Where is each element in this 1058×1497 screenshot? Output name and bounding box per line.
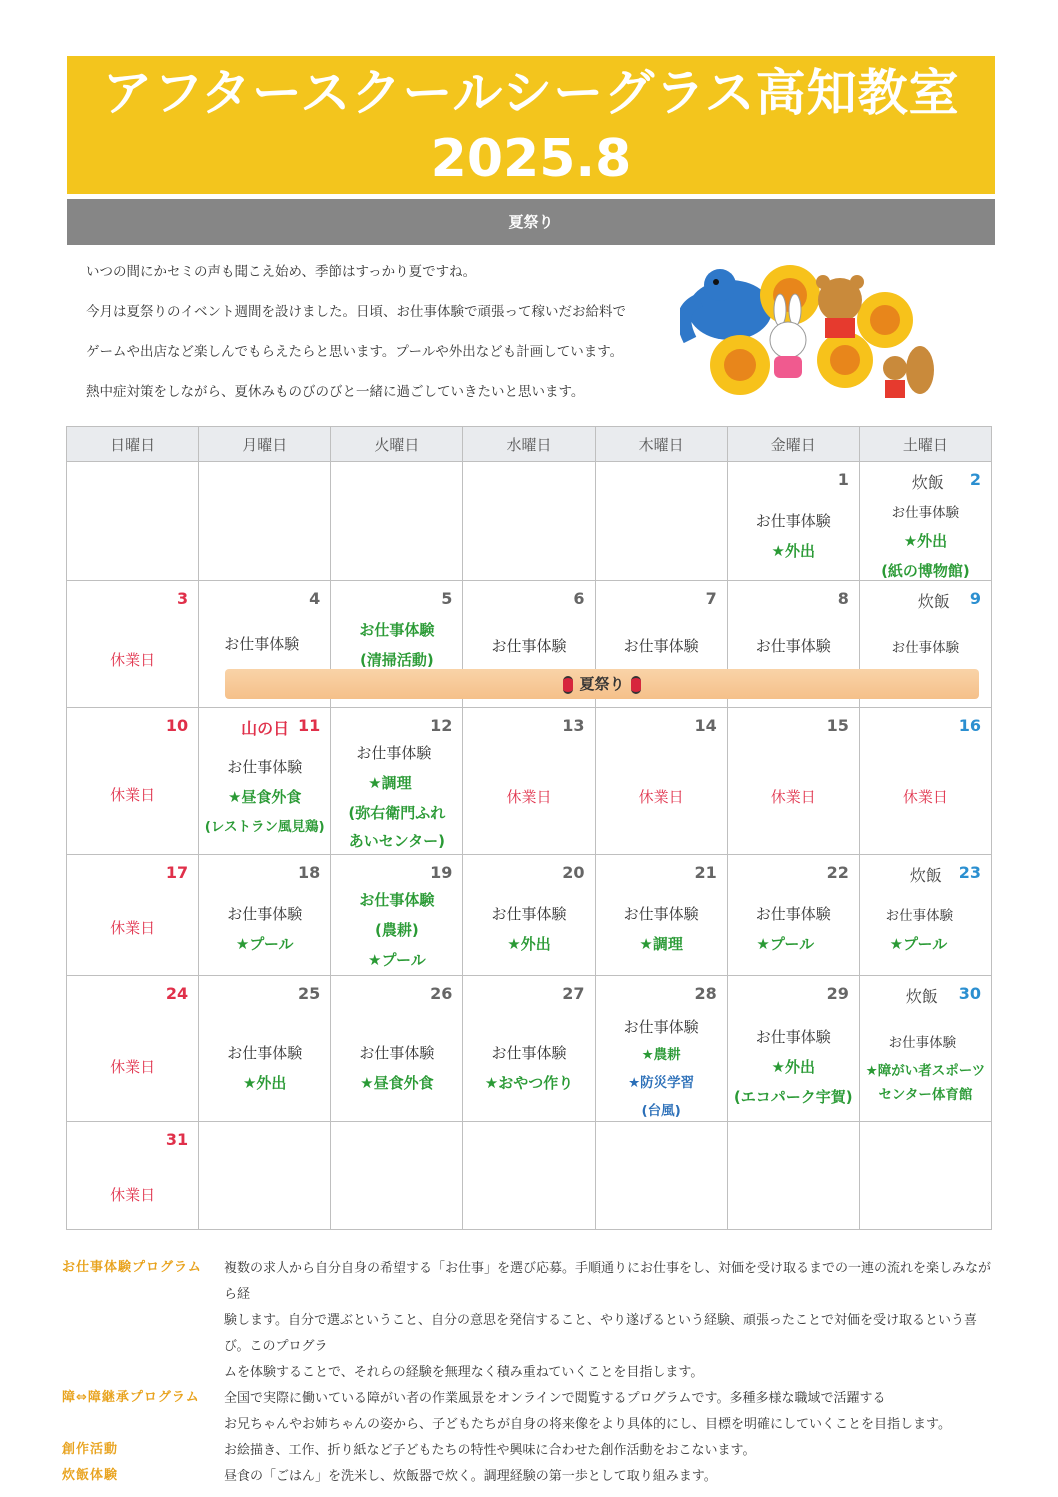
day-cell <box>199 976 331 1122</box>
day-number: 23 <box>958 863 981 882</box>
bear-icon <box>816 275 864 338</box>
page-title: アフタースクールシーグラス高知教室 <box>102 64 960 122</box>
closed-text: 休業日 <box>110 919 156 937</box>
event-text: ★プール <box>368 951 426 969</box>
day-number: 9 <box>969 589 981 608</box>
event-text: お仕事体験 <box>755 637 831 655</box>
day-number: 25 <box>298 984 321 1003</box>
day-number: 30 <box>958 984 981 1003</box>
event-text: お仕事体験 <box>623 637 699 655</box>
day-number: 24 <box>165 984 189 1003</box>
event-text: ★外出 <box>903 532 948 550</box>
day-cell <box>199 708 331 855</box>
day-cell <box>595 708 727 855</box>
event-text: お仕事体験 <box>359 891 435 909</box>
closed-text: 休業日 <box>110 1058 156 1076</box>
event-text: ★防災学習 <box>628 1075 695 1091</box>
day-cell <box>463 976 595 1122</box>
day-number: 27 <box>562 984 585 1003</box>
holiday-label: 山の日 <box>241 719 290 738</box>
weekday-mon: 月曜日 <box>199 427 331 462</box>
day-number: 8 <box>837 589 849 608</box>
day-number: 17 <box>165 863 189 882</box>
day-cell-empty <box>595 462 727 581</box>
day-number: 6 <box>573 589 585 608</box>
legend-label: 障⇔障継承プログラム <box>62 1390 200 1405</box>
intro-line: ゲームや出店など楽しんでもらえたらと思います。プールや外出なども計画しています。 <box>86 344 624 360</box>
day-number: 19 <box>430 863 453 882</box>
legend-item <box>62 1256 992 1386</box>
event-text: お仕事体験 <box>885 908 954 924</box>
event-text: お仕事体験 <box>623 905 699 923</box>
legend-text: ムを体験することで、それらの経験を無理なく積み重ねていくことを目指します。 <box>224 1365 704 1380</box>
event-text: (農耕) <box>374 921 419 939</box>
day-number: 5 <box>441 589 453 608</box>
elephant-icon <box>684 269 772 340</box>
day-cell <box>199 855 331 976</box>
title-banner <box>67 56 995 194</box>
day-number: 22 <box>826 863 849 882</box>
event-text: ★外出 <box>242 1074 287 1092</box>
lantern-icon <box>631 676 641 694</box>
event-text: お仕事体験 <box>359 1044 435 1062</box>
weekday-sat: 土曜日 <box>859 427 991 462</box>
legend-label: お仕事体験プログラム <box>62 1260 202 1275</box>
weekday-tue: 火曜日 <box>331 427 463 462</box>
closed-text: 休業日 <box>902 788 948 806</box>
event-text: お仕事体験 <box>755 512 831 530</box>
event-text: お仕事体験 <box>755 905 831 923</box>
day-cell <box>727 976 859 1122</box>
day-cell <box>463 708 595 855</box>
day-number: 4 <box>309 589 321 608</box>
day-cell <box>595 976 727 1122</box>
event-text: ★農耕 <box>641 1047 681 1063</box>
day-cell <box>67 1122 199 1230</box>
intro-line: いつの間にかセミの声も聞こえ始め、季節はすっかり夏ですね。 <box>86 264 477 280</box>
event-text: お仕事体験 <box>227 1044 303 1062</box>
closed-text: 休業日 <box>638 788 684 806</box>
event-text: ★調理 <box>639 935 683 953</box>
event-text: お仕事体験 <box>356 744 432 762</box>
day-cell-empty <box>199 1122 331 1230</box>
day-number: 20 <box>562 863 585 882</box>
rice-label: 炊飯 <box>905 987 938 1006</box>
day-number: 31 <box>165 1130 189 1149</box>
event-text: ★おやつ作り <box>484 1074 574 1092</box>
event-text: (エコパーク宇賀) <box>733 1088 853 1106</box>
day-cell-empty <box>859 1122 991 1230</box>
day-number: 7 <box>705 589 717 608</box>
day-cell <box>727 708 859 855</box>
day-cell-empty <box>463 1122 595 1230</box>
weekday-sun: 日曜日 <box>67 427 199 462</box>
event-text: (台風) <box>641 1103 681 1119</box>
legend-text: お兄ちゃんやお姉ちゃんの姿から、子どもたちが自身の将来像をより具体的にし、目標を明確にしていくことを目指します。 <box>224 1417 951 1432</box>
day-cell-empty <box>331 462 463 581</box>
event-text: あいセンター) <box>348 832 445 850</box>
event-text: ★昼食外食 <box>227 788 302 806</box>
day-cell <box>67 708 199 855</box>
day-number: 10 <box>165 716 189 735</box>
rice-label: 炊飯 <box>917 592 950 611</box>
event-text: ★外出 <box>771 542 815 560</box>
theme-banner: 夏祭り <box>67 199 995 245</box>
event-text: お仕事体験 <box>491 1044 567 1062</box>
day-cell-empty <box>67 462 199 581</box>
event-text: ★プール <box>756 935 815 953</box>
day-cell <box>727 462 859 581</box>
day-cell <box>331 976 463 1122</box>
day-cell <box>67 976 199 1122</box>
day-cell <box>727 855 859 976</box>
event-text: センター体育館 <box>878 1087 973 1103</box>
day-number: 3 <box>177 589 189 608</box>
day-number: 16 <box>958 716 981 735</box>
rice-label: 炊飯 <box>909 866 942 885</box>
day-cell-empty <box>727 1122 859 1230</box>
squirrel-icon <box>883 346 934 398</box>
legend-text: 験します。自分で選ぶということ、自分の意思を発信すること、やり遂げるという経験、頑張ったことで対価を受け取るという喜び。このプログラ <box>224 1313 977 1354</box>
closed-text: 休業日 <box>110 786 156 804</box>
legend-text: お絵描き、工作、折り紙など子どもたちの特性や興味に合わせた創作活動をおこないます。 <box>224 1443 756 1458</box>
day-cell <box>463 855 595 976</box>
calendar <box>66 426 992 1230</box>
day-cell-empty <box>199 462 331 581</box>
rice-label: 炊飯 <box>911 473 944 492</box>
day-number: 11 <box>298 716 321 735</box>
festival-label: 夏祭り <box>579 675 625 693</box>
day-cell <box>67 855 199 976</box>
legend-label: 炊飯体験 <box>62 1468 119 1483</box>
event-text: (紙の博物館) <box>881 562 970 580</box>
day-cell-empty <box>331 1122 463 1230</box>
event-text: ★プール <box>235 935 294 953</box>
event-text: ★外出 <box>507 935 551 953</box>
day-number: 1 <box>837 470 849 489</box>
closed-text: 休業日 <box>110 651 156 669</box>
event-text: ★調理 <box>368 774 412 792</box>
day-number: 18 <box>298 863 321 882</box>
event-text: ★プール <box>889 935 948 953</box>
day-number: 21 <box>694 863 717 882</box>
event-text: (清掃活動) <box>359 651 434 669</box>
event-text: お仕事体験 <box>755 1028 831 1046</box>
day-number: 26 <box>430 984 453 1003</box>
legend-item <box>62 1386 992 1438</box>
legend-text: 全国で実際に働いている障がい者の作業風景をオンラインで閲覧するプログラムです。多種多様な職域で活躍する <box>224 1391 886 1406</box>
summer-illustration <box>680 250 940 415</box>
event-text: お仕事体験 <box>224 635 300 653</box>
day-cell <box>859 976 991 1122</box>
legend-text: 複数の求人から自分自身の希望する「お仕事」を選び応募。手順通りにお仕事をし、対価を受け取るまでの一連の流れを楽しみながら経 <box>224 1261 992 1302</box>
event-text: (レストラン風見鶏) <box>204 819 325 835</box>
event-text: (弥右衛門ふれ <box>348 804 446 822</box>
event-text: お仕事体験 <box>888 1035 957 1051</box>
weekday-fri: 金曜日 <box>727 427 859 462</box>
day-number: 13 <box>562 716 585 735</box>
day-number: 2 <box>969 470 981 489</box>
closed-text: 休業日 <box>770 788 816 806</box>
event-text: ★障がい者スポーツ <box>865 1063 986 1079</box>
day-cell <box>67 581 199 708</box>
closed-text: 休業日 <box>110 1186 156 1204</box>
event-text: お仕事体験 <box>891 505 960 521</box>
day-number: 29 <box>826 984 849 1003</box>
day-number: 15 <box>826 716 849 735</box>
day-cell <box>859 462 991 581</box>
legend-text: 昼食の「ごはん」を洗米し、炊飯器で炊く。調理経験の第一歩として取り組みます。 <box>224 1469 717 1484</box>
event-text: ★外出 <box>771 1058 815 1076</box>
event-text: お仕事体験 <box>359 621 435 639</box>
weekday-wed: 水曜日 <box>463 427 595 462</box>
day-cell <box>859 708 991 855</box>
day-number: 12 <box>430 716 453 735</box>
legend-item <box>62 1438 992 1464</box>
intro-line: 今月は夏祭りのイベント週間を設けました。日頃、お仕事体験で頑張って稼いだお給料で <box>86 304 626 320</box>
day-cell-empty <box>595 1122 727 1230</box>
event-text: お仕事体験 <box>623 1018 699 1036</box>
day-cell-empty <box>463 462 595 581</box>
lantern-icon <box>563 676 573 694</box>
event-text: お仕事体験 <box>891 640 960 656</box>
legend-label: 創作活動 <box>62 1442 119 1457</box>
day-cell <box>331 855 463 976</box>
page-month: 2025.8 <box>430 129 632 189</box>
day-cell <box>859 855 991 976</box>
legend-item <box>62 1464 992 1490</box>
intro-line: 熱中症対策をしながら、夏休みものびのびと一緒に過ごしていきたいと思います。 <box>86 384 585 400</box>
event-text: お仕事体験 <box>491 637 567 655</box>
program-legend <box>62 1256 992 1490</box>
day-cell <box>331 708 463 855</box>
day-number: 28 <box>694 984 717 1003</box>
intro-text <box>86 260 686 420</box>
day-cell <box>595 855 727 976</box>
event-text: お仕事体験 <box>227 758 303 776</box>
event-text: お仕事体験 <box>491 905 567 923</box>
event-text: お仕事体験 <box>227 905 303 923</box>
weekday-thu: 木曜日 <box>595 427 727 462</box>
event-text: ★昼食外食 <box>360 1074 434 1092</box>
festival-week-banner <box>225 669 979 699</box>
closed-text: 休業日 <box>506 788 552 806</box>
day-number: 14 <box>694 716 717 735</box>
